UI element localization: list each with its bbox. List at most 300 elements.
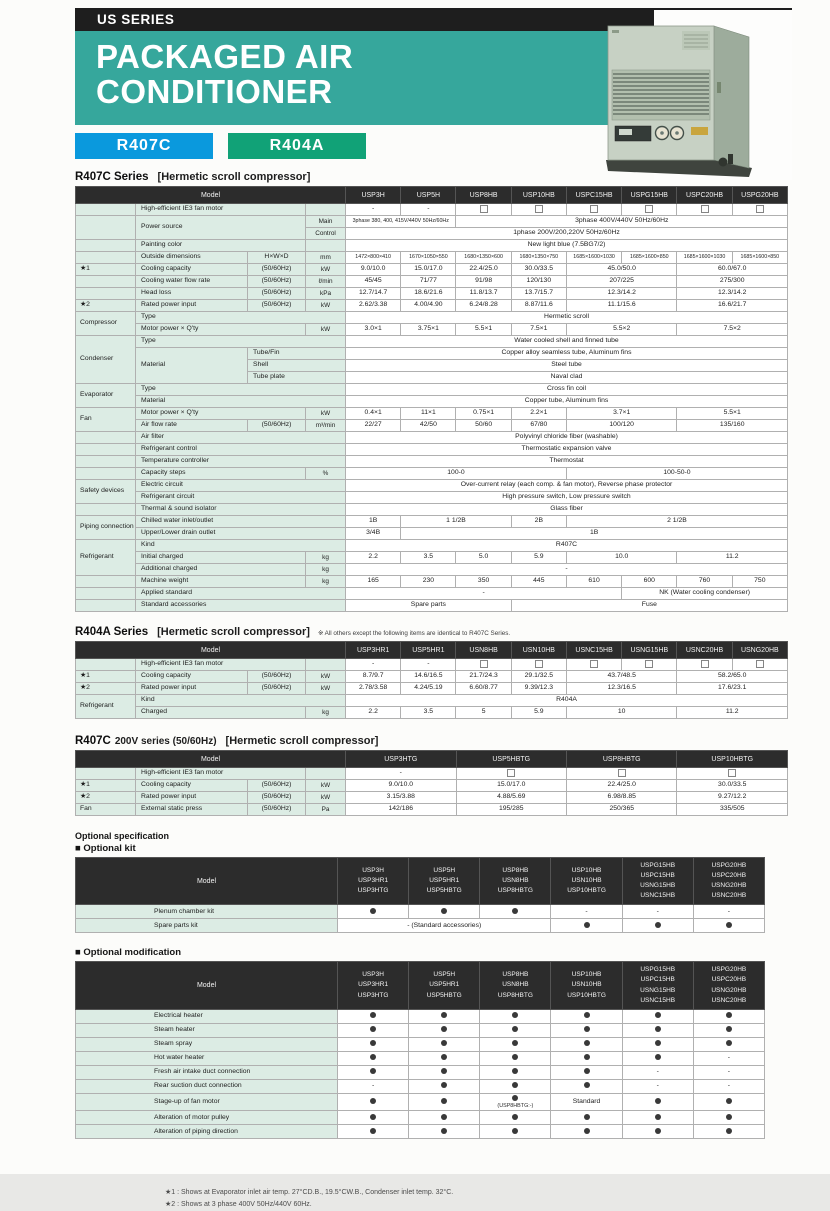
dot-icon <box>726 1128 732 1134</box>
dot-icon <box>584 1068 590 1074</box>
model-name: USP8HB <box>502 971 529 979</box>
dot-icon <box>584 1040 590 1046</box>
spec-value-cell: 230 <box>401 576 456 588</box>
spec-value-cell: - <box>693 1079 764 1093</box>
spec-value-cell: 5 <box>456 707 511 719</box>
dot-icon <box>584 1082 590 1088</box>
spec-value-cell <box>732 204 787 216</box>
spec-value-cell: 14.6/16.5 <box>401 671 456 683</box>
spec-value-cell <box>409 1023 480 1037</box>
table-row <box>76 216 788 228</box>
row-label-cell <box>76 576 136 588</box>
dot-icon <box>441 1082 447 1088</box>
table-row <box>76 671 788 683</box>
model-name: USP5H <box>433 971 456 979</box>
table-row <box>76 300 788 312</box>
row-label-cell: Refrigerant <box>76 695 136 719</box>
table-row <box>76 1051 765 1065</box>
spec-value-cell: 11.2 <box>677 552 788 564</box>
model-header-cell <box>551 962 622 1009</box>
model-header-row <box>76 642 788 659</box>
model-header-cell: USPC20HB <box>677 187 732 204</box>
model-header-row <box>76 962 765 1009</box>
row-label-cell: Refrigerant circuit <box>136 492 346 504</box>
spec-value-cell: Spare parts <box>346 600 512 612</box>
checkbox-icon <box>507 769 515 777</box>
spec-value-cell: 5.0 <box>456 552 511 564</box>
row-label-cell <box>76 504 136 516</box>
model-label-header: Model <box>76 858 338 905</box>
row-label-cell: kW <box>306 792 346 804</box>
model-header-cell <box>338 962 409 1009</box>
spec-value-cell <box>511 659 566 671</box>
row-label-cell: Power source <box>136 216 306 240</box>
model-header-cell <box>693 858 764 905</box>
table-row <box>76 312 788 324</box>
optional-modification-heading: ■ Optional modification <box>75 947 182 959</box>
row-label-cell <box>306 768 346 780</box>
spec-value-cell: 1685×1600×1030 <box>677 252 732 264</box>
row-label-cell: kg <box>306 564 346 576</box>
row-label-cell: Cooling capacity <box>136 264 248 276</box>
model-name: USP10HBTG <box>567 991 606 999</box>
spec-value-cell: 9.0/10.0 <box>346 780 456 792</box>
table-row <box>76 768 788 780</box>
model-header-cell: USP5HR1 <box>401 642 456 659</box>
spec-value-cell: 1685×1600×850 <box>732 252 787 264</box>
row-label-cell: kg <box>306 576 346 588</box>
row-label-cell: Initial charged <box>136 552 306 564</box>
spec-value-cell <box>409 905 480 919</box>
table-row <box>76 348 788 360</box>
spec-value-cell: 22.4/25.0 <box>456 264 511 276</box>
row-label-cell <box>76 216 136 240</box>
row-label-cell: Alteration of motor pulley <box>76 1111 338 1125</box>
row-label-cell: Applied standard <box>136 588 346 600</box>
spec-value-cell: 165 <box>346 576 401 588</box>
model-name: USNG20HB <box>711 986 747 994</box>
row-label-cell: High-efficient IE3 fan motor <box>136 659 306 671</box>
spec-value-cell <box>622 1051 693 1065</box>
row-label-cell: Type <box>136 336 346 348</box>
table-row <box>76 683 788 695</box>
row-label-cell: Condenser <box>76 336 136 384</box>
spec-value-cell: 120/130 <box>511 276 566 288</box>
row-label-cell: Kind <box>136 540 346 552</box>
dot-icon <box>512 1114 518 1120</box>
table-row <box>76 780 788 792</box>
spec-value-cell: 9.27/12.2 <box>677 792 788 804</box>
spec-value-cell <box>409 1093 480 1111</box>
spec-value-cell: 11.2 <box>677 707 788 719</box>
model-header-cell <box>693 962 764 1009</box>
row-label-cell: (50/60Hz) <box>248 264 306 276</box>
spec-value-cell: 2.2×1 <box>511 408 566 420</box>
dot-icon <box>726 1012 732 1018</box>
spec-value-cell: Steel tube <box>346 360 788 372</box>
air-conditioner-unit-illustration <box>596 10 792 180</box>
spec-value-cell <box>551 1023 622 1037</box>
row-label-cell: Plenum chamber kit <box>76 905 338 919</box>
row-label-cell: (50/60Hz) <box>248 300 306 312</box>
spec-value-cell: 275/300 <box>677 276 788 288</box>
spec-value-cell <box>732 659 787 671</box>
spec-value-cell: NK (Water cooling condenser) <box>622 588 788 600</box>
spec-value-cell: - <box>346 588 622 600</box>
spec-value-cell: 5.9 <box>511 707 566 719</box>
checkbox-icon <box>645 205 653 213</box>
spec-value-cell <box>566 659 621 671</box>
dot-icon <box>584 1054 590 1060</box>
dot-icon <box>584 922 590 928</box>
spec-value-cell <box>622 1093 693 1111</box>
table-row <box>76 540 788 552</box>
dot-icon <box>370 1054 376 1060</box>
table-row <box>76 456 788 468</box>
model-name: USPC20HB <box>711 872 747 880</box>
table-row <box>76 444 788 456</box>
spec-value-cell: 43.7/48.5 <box>566 671 676 683</box>
dot-icon <box>655 922 661 928</box>
row-label-cell: Head loss <box>136 288 248 300</box>
dot-icon <box>441 1026 447 1032</box>
row-label-cell <box>306 204 346 216</box>
model-label-header: Model <box>76 751 346 768</box>
row-label-cell: Type <box>136 312 346 324</box>
dot-icon <box>726 922 732 928</box>
row-label-cell: Cooling capacity <box>136 780 248 792</box>
model-name: USN10HB <box>571 981 602 989</box>
row-label-cell: (50/60Hz) <box>248 683 306 695</box>
r407c-series-table-container <box>75 186 792 612</box>
row-label-cell: (50/60Hz) <box>248 780 306 792</box>
spec-value-cell: 445 <box>511 576 566 588</box>
model-name: USPG20HB <box>711 966 747 974</box>
row-label-cell: Fresh air intake duct connection <box>76 1065 338 1079</box>
row-label-cell: Electric circuit <box>136 480 346 492</box>
model-name: USN10HB <box>571 877 602 885</box>
dot-icon <box>584 1012 590 1018</box>
spec-value-cell <box>338 1037 409 1051</box>
dot-icon <box>512 908 518 914</box>
spec-value-cell: 610 <box>566 576 621 588</box>
spec-value-cell: Polyvinyl chloride fiber (washable) <box>346 432 788 444</box>
dot-icon <box>512 1128 518 1134</box>
dot-icon <box>441 1114 447 1120</box>
dot-icon <box>370 1068 376 1074</box>
model-name: USNG15HB <box>640 986 676 994</box>
model-name: USP3H <box>362 867 384 875</box>
spec-value-cell: 3.15/3.88 <box>346 792 456 804</box>
spec-value-cell: 1680×1350×750 <box>511 252 566 264</box>
model-header-cell: USNG20HB <box>732 642 787 659</box>
row-label-cell: Pa <box>306 804 346 816</box>
spec-value-cell: 135/160 <box>677 420 788 432</box>
spec-value-cell: 45/45 <box>346 276 401 288</box>
spec-value-cell <box>409 1051 480 1065</box>
section-title-text: R407C Series <box>75 171 149 183</box>
spec-value-cell: 7.5×2 <box>677 324 788 336</box>
spec-value-cell: 5.5×2 <box>566 324 676 336</box>
spec-value-cell <box>693 919 764 933</box>
spec-value-cell: 13.7/15.7 <box>511 288 566 300</box>
model-header-row <box>76 187 788 204</box>
spec-value-cell: - <box>346 564 788 576</box>
row-label-cell: Refrigerant control <box>136 444 346 456</box>
spec-value-cell <box>480 1093 551 1111</box>
model-label-header: Model <box>76 187 346 204</box>
spec-value-cell: - <box>693 905 764 919</box>
dot-icon <box>512 1012 518 1018</box>
spec-value-cell: 30.0/33.5 <box>511 264 566 276</box>
spec-value-cell <box>480 1065 551 1079</box>
row-label-cell <box>76 456 136 468</box>
spec-value-cell: 18.6/21.6 <box>401 288 456 300</box>
table-row <box>76 919 765 933</box>
spec-value-cell: 15.0/17.0 <box>401 264 456 276</box>
spec-value-cell: 1B <box>401 528 788 540</box>
checkbox-icon <box>756 205 764 213</box>
model-header-cell: USN8HB <box>456 642 511 659</box>
spec-value-cell: 6.98/8.85 <box>566 792 676 804</box>
spec-value-cell <box>480 1079 551 1093</box>
spec-value-cell <box>338 1111 409 1125</box>
model-name: USNC15HB <box>640 996 676 1004</box>
row-label-cell: Cooling capacity <box>136 671 248 683</box>
model-name: USP3HR1 <box>358 981 389 989</box>
spec-value-cell: Fuse <box>511 600 787 612</box>
spec-value-cell <box>338 1023 409 1037</box>
spec-value-cell <box>551 1065 622 1079</box>
row-label-cell <box>76 204 136 216</box>
checkbox-icon <box>618 769 626 777</box>
model-name: USNG20HB <box>711 882 747 890</box>
spec-value-cell: 2.2 <box>346 707 401 719</box>
model-header-cell <box>622 858 693 905</box>
dot-icon <box>655 1040 661 1046</box>
spec-value-cell <box>551 1037 622 1051</box>
spec-value-cell: - <box>401 659 456 671</box>
row-label-cell: Additional charged <box>136 564 306 576</box>
row-label-cell: Alteration of piping direction <box>76 1125 338 1139</box>
checkbox-icon <box>645 660 653 668</box>
row-label-cell: kg <box>306 707 346 719</box>
model-label-header: Model <box>76 642 346 659</box>
checkbox-icon <box>535 660 543 668</box>
spec-value-cell <box>338 1093 409 1111</box>
section-title-text: R407C <box>75 735 111 747</box>
spec-value-cell: R407C <box>346 540 788 552</box>
row-label-cell: Fan <box>76 408 136 432</box>
dot-icon <box>512 1082 518 1088</box>
spec-value-cell: 760 <box>677 576 732 588</box>
spec-value-cell <box>480 1023 551 1037</box>
table-row <box>76 504 788 516</box>
spec-value-cell: 1685×1600×850 <box>622 252 677 264</box>
spec-value-cell: Standard <box>551 1093 622 1111</box>
spec-value-cell <box>456 204 511 216</box>
spec-value-cell: 2B <box>511 516 566 528</box>
dot-icon <box>512 1095 518 1101</box>
spec-value-cell: 2 1/2B <box>566 516 787 528</box>
spec-value-cell <box>338 1009 409 1023</box>
spec-value-cell <box>551 919 622 933</box>
page-title-line1: PACKAGED AIR <box>96 38 354 75</box>
model-name: USPG15HB <box>640 966 676 974</box>
spec-value-cell: 6.24/8.28 <box>456 300 511 312</box>
spec-value-cell <box>480 1125 551 1139</box>
checkbox-icon <box>590 660 598 668</box>
spec-value-cell: 6.60/8.77 <box>456 683 511 695</box>
spec-value-cell <box>480 1111 551 1125</box>
spec-value-cell: Hermetic scroll <box>346 312 788 324</box>
row-label-cell: ★1 <box>76 264 136 276</box>
dot-icon <box>655 1098 661 1104</box>
section-subtitle-text: [Hermetic scroll compressor] <box>157 171 311 183</box>
row-label-cell: Motor power × Q'ty <box>136 408 306 420</box>
row-label-cell: % <box>306 468 346 480</box>
model-name: USPC20HB <box>711 976 747 984</box>
model-header-cell: USNC15HB <box>566 642 621 659</box>
row-label-cell: Hot water heater <box>76 1051 338 1065</box>
dot-icon <box>655 1012 661 1018</box>
row-label-cell: Compressor <box>76 312 136 336</box>
row-label-cell: Control <box>306 228 346 240</box>
row-label-cell: ★1 <box>76 671 136 683</box>
row-label-cell: Standard accessories <box>136 600 346 612</box>
dot-icon <box>370 1040 376 1046</box>
table-row <box>76 1065 765 1079</box>
spec-value-cell: - <box>346 768 456 780</box>
spec-value-cell <box>551 1111 622 1125</box>
spec-value-cell <box>622 204 677 216</box>
model-name: USP8HB <box>502 867 529 875</box>
row-label-cell: Painting color <box>136 240 306 252</box>
spec-value-cell: 1685×1600×1030 <box>566 252 621 264</box>
dot-icon <box>370 1128 376 1134</box>
table-row <box>76 1079 765 1093</box>
row-label-cell <box>76 432 136 444</box>
row-label-cell: (50/60Hz) <box>248 792 306 804</box>
spec-value-cell: 12.3/16.5 <box>566 683 676 695</box>
row-label-cell: (50/60Hz) <box>248 288 306 300</box>
row-label-cell: Chilled water inlet/outlet <box>136 516 346 528</box>
table-row <box>76 695 788 707</box>
spec-value-cell <box>693 1023 764 1037</box>
model-name: USP10HBTG <box>567 887 606 895</box>
model-header-row <box>76 751 788 768</box>
table-row <box>76 288 788 300</box>
table-row <box>76 588 788 600</box>
row-label-cell <box>306 240 346 252</box>
row-label-cell: kW <box>306 671 346 683</box>
spec-value-cell <box>677 204 732 216</box>
spec-value-cell: 100-0 <box>346 468 567 480</box>
row-label-cell <box>76 276 136 288</box>
row-label-cell: Rated power input <box>136 792 248 804</box>
spec-value-cell: 3phase 400V/440V 50Hz/60Hz <box>456 216 788 228</box>
spec-value-cell: 42/50 <box>401 420 456 432</box>
dot-icon <box>370 908 376 914</box>
optional-modification-table-container <box>75 961 792 1139</box>
row-label-cell: (50/60Hz) <box>248 804 306 816</box>
table-row <box>76 1009 765 1023</box>
optional-kit-table <box>75 857 765 933</box>
dot-icon <box>655 1054 661 1060</box>
optional-kit-table-container <box>75 857 792 933</box>
table-row <box>76 396 788 408</box>
table-row <box>76 564 788 576</box>
spec-value-cell <box>551 1051 622 1065</box>
dot-icon <box>726 1114 732 1120</box>
dot-icon <box>726 1026 732 1032</box>
row-label-cell: Air filter <box>136 432 346 444</box>
checkbox-icon <box>756 660 764 668</box>
row-label-cell: kPa <box>306 288 346 300</box>
spec-value-cell: 67/80 <box>511 420 566 432</box>
spec-value-cell <box>409 1037 480 1051</box>
spec-value-cell: 9.39/12.3 <box>511 683 566 695</box>
spec-value-cell: 10.0 <box>566 552 676 564</box>
model-name: USNC15HB <box>640 892 676 900</box>
spec-value-cell <box>456 659 511 671</box>
spec-value-cell <box>622 1023 693 1037</box>
row-label-cell: Kind <box>136 695 346 707</box>
dot-icon <box>370 1026 376 1032</box>
row-label-cell <box>76 600 136 612</box>
series-label: US SERIES <box>97 12 175 27</box>
table-row <box>76 576 788 588</box>
model-header-cell: USP3H <box>346 187 401 204</box>
spec-value-cell: - <box>346 204 401 216</box>
row-label-cell: H×W×D <box>248 252 306 264</box>
r404a-series-table-container <box>75 641 792 719</box>
dot-icon <box>584 1128 590 1134</box>
spec-value-cell: 1680×1350×600 <box>456 252 511 264</box>
spec-value-cell: 1B <box>346 516 401 528</box>
dot-icon <box>370 1114 376 1120</box>
model-header-cell: USPG15HB <box>622 187 677 204</box>
spec-value-cell: - (Standard accessories) <box>338 919 551 933</box>
row-label-cell: kW <box>306 324 346 336</box>
spec-value-cell <box>338 1125 409 1139</box>
spec-value-cell: 250/365 <box>566 804 676 816</box>
model-name: USP5HR1 <box>429 981 460 989</box>
spec-value-cell <box>338 1065 409 1079</box>
spec-value-cell: High pressure switch, Low pressure switch <box>346 492 788 504</box>
footnote-1: ★1 : Shows at Evaporator inlet air temp. 27°CD.B., 19.5°CW.B., Condenser inlet temp. 32°C. <box>165 1189 454 1197</box>
spec-value-cell: 5.5×1 <box>677 408 788 420</box>
model-label-header: Model <box>76 962 338 1009</box>
row-label-cell: Refrigerant <box>76 540 136 576</box>
table-row <box>76 468 788 480</box>
spec-value-cell: Over-current relay (each comp. & fan motor), Reverse phase protector <box>346 480 788 492</box>
spec-value-cell: Thermostatic expansion valve <box>346 444 788 456</box>
table-row <box>76 240 788 252</box>
table-row <box>76 336 788 348</box>
section-subtitle-text: [Hermetic scroll compressor] <box>225 735 379 747</box>
row-label-cell <box>76 444 136 456</box>
spec-value-cell <box>551 1125 622 1139</box>
spec-value-cell <box>456 768 566 780</box>
spec-value-cell: 750 <box>732 576 787 588</box>
spec-value-cell: Naval clad <box>346 372 788 384</box>
model-header-cell: USP10HB <box>511 187 566 204</box>
row-label-cell: Rear suction duct connection <box>76 1079 338 1093</box>
row-label-cell: kW <box>306 300 346 312</box>
row-label-cell <box>76 768 136 780</box>
dot-icon <box>512 1068 518 1074</box>
